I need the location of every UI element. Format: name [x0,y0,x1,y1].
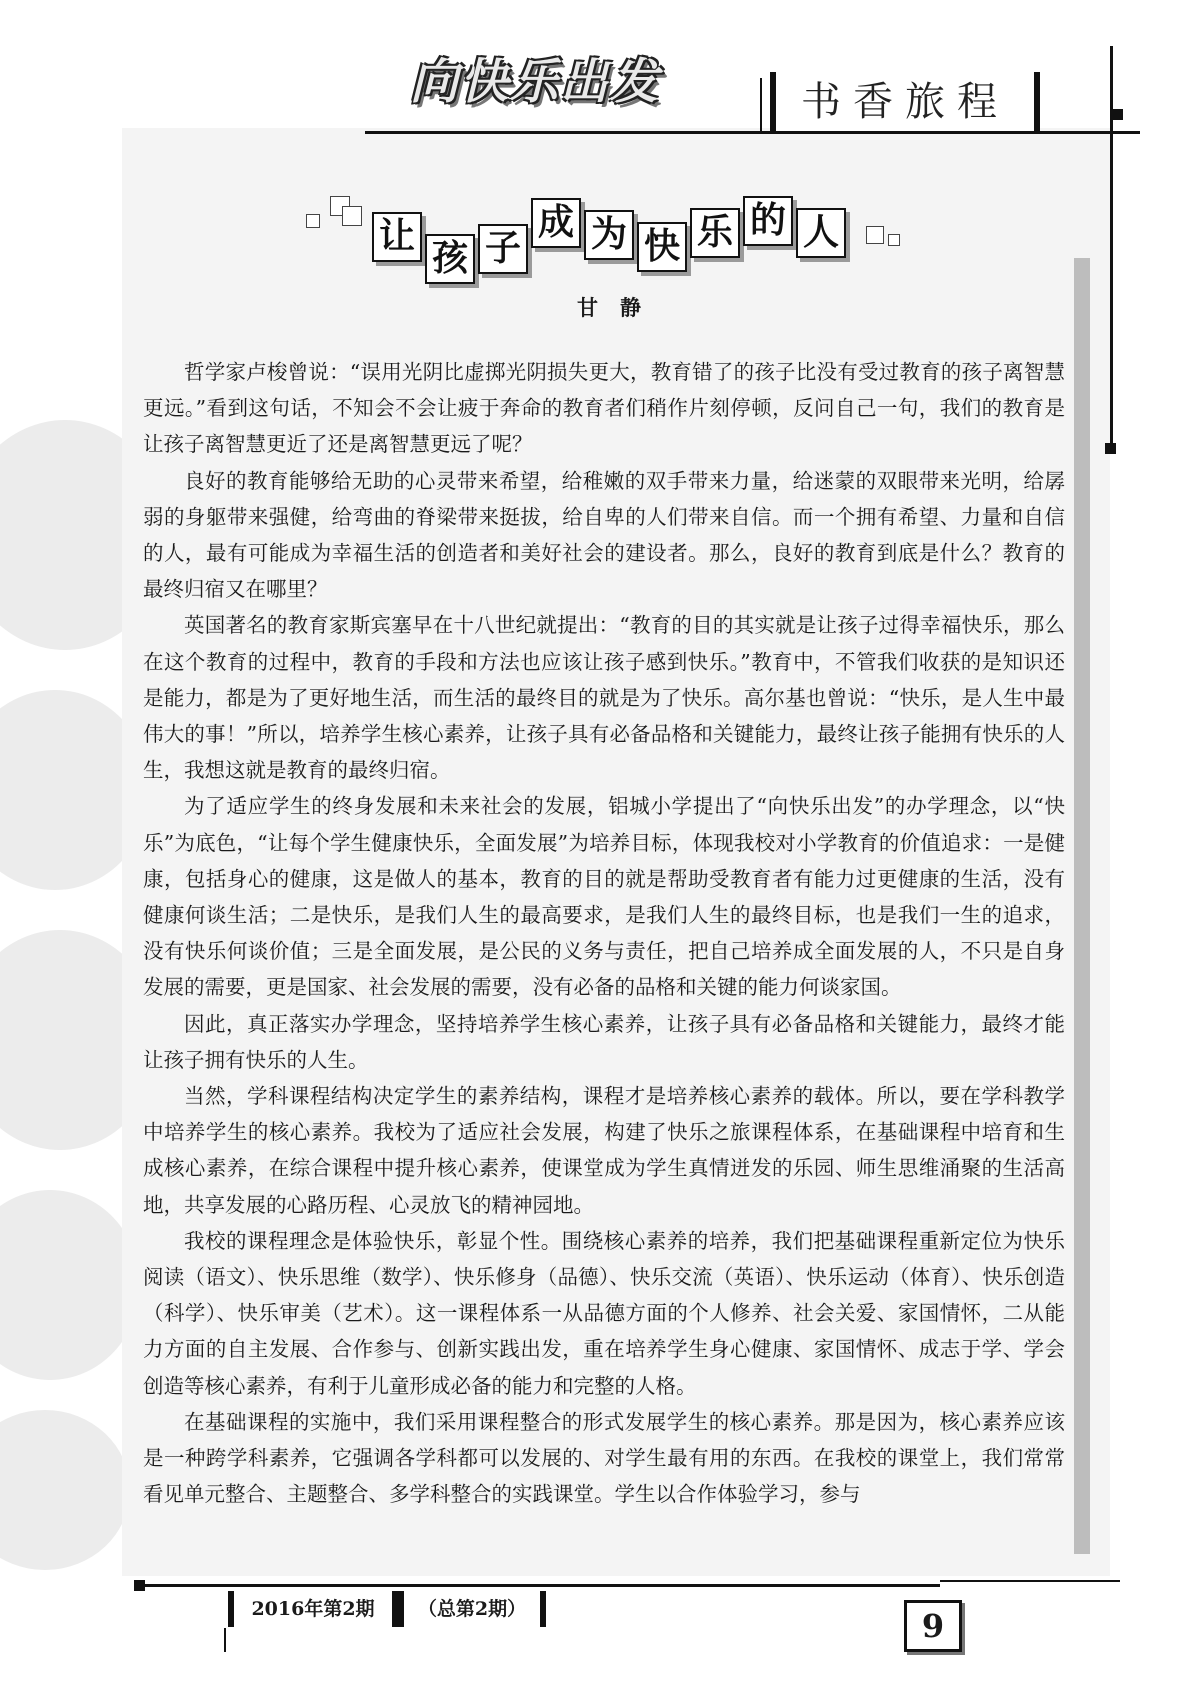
title-deco-square [888,234,900,246]
author-name: 甘静 [577,296,663,320]
title-deco-square [866,226,884,244]
paragraph: 良好的教育能够给无助的心灵带来希望，给稚嫩的双手带来力量，给迷蒙的双眼带来光明，给孱弱的身躯带来强健，给弯曲的脊梁带来挺拔，给自卑的人们带来自信。而一个拥有希望、力量和自信的人，最有可能成为幸福生活的创造者和美好社会的建设者。那么，良好的教育到底是什么？教育的最终归宿又在哪里？ [143,468,1065,602]
paragraph: 哲学家卢梭曾说：“误用光阴比虚掷光阴损失更大，教育错了的孩子比没有受过教育的孩子离智慧更远。”看到这句话，不知会不会让疲于奔命的教育者们稍作片刻停顿，反问自己一句，我们的教育是让孩子离智慧更近了还是离智慧更远了呢？ [143,360,1065,457]
header-divider [760,78,762,134]
footer-rule [140,1584,940,1587]
title-deco-square [306,214,320,228]
section-tag: 书香旅程 [770,72,1040,132]
corner-square-marker [1112,109,1123,120]
footer-rule [940,1580,1120,1582]
title-char: 快 [637,222,687,272]
paragraph: 英国著名的教育家斯宾塞早在十八世纪就提出：“教育的目的其实就是让孩子过得幸福快乐，那么在这个教育的过程中，教育的手段和方法也应该让孩子感到快乐。”教育中，不管我们收获的是知识还是能力，都是为了更好地生活，而生活的最终目的就是为了快乐。高尔基也曾说：“快乐，是人生中最伟大的事！”所以，培养学生核心素养，让孩子具有必备品格和关键能力，最终让孩子能拥有快乐的人生，我想这就是教育的最终归宿。 [143,613,1065,783]
title-char: 让 [372,212,422,262]
background-swirl [0,1190,140,1380]
title-char: 乐 [690,208,740,258]
column-logo: 向快乐出发 [410,54,661,110]
side-gray-bar [1074,258,1090,1554]
title-char: 人 [796,208,846,258]
header-rule [365,131,1140,134]
footer-tick [224,1628,226,1652]
margin-rule [1110,46,1113,454]
article-body [143,354,1065,1513]
paragraph: 在基础课程的实施中，我们采用课程整合的形式发展学生的核心素养。那是因为，核心素养应该是一种跨学科素养，它强调各学科都可以发展的、对学生最有用的东西。在我校的课堂上，我们常常看见单元整合、主题整合、多学科整合的实践课堂。学生以合作体验学习，参与 [143,1409,1065,1507]
title-deco-square [342,206,362,226]
title-char: 子 [478,224,528,274]
title-char: 成 [531,198,581,248]
corner-square-marker [1105,443,1116,454]
title-char: 的 [743,196,793,246]
title-char: 为 [584,210,634,260]
paragraph: 当然，学科课程结构决定学生的素养结构，课程才是培养核心素养的载体。所以，要在学科教学中培养学生的核心素养。我校为了适应社会发展，构建了快乐之旅课程体系，在基础课程中培育和生成核心素养，在综合课程中提升核心素养，使课堂成为学生真情迸发的乐园、师生思维涌聚的生活高地，共享发展的心路历程、心灵放飞的精神园地。 [143,1084,1065,1217]
paragraph: 因此，真正落实办学理念，坚持培养学生核心素养，让孩子具有必备品格和关键能力，最终才能让孩子拥有快乐的人生。 [143,1011,1065,1072]
title-char: 孩 [425,234,475,284]
page-number: 9 [904,1600,962,1652]
background-swirl [0,1410,130,1570]
paragraph: 我校的课程理念是体验快乐，彰显个性。围绕核心素养的培养，我们把基础课程重新定位为快乐阅读（语文）、快乐思维（数学）、快乐修身（品德）、快乐交流（英语）、快乐运动（体育）、快乐创造（科学）、快乐审美（艺术）。这一课程体系一从品德方面的个人修养、社会关爱、家国情怀，二从能力方面的自主发展、合作参与、创新实践出发，重在培养学生身心健康、家国情怀、成志于学、学会创造等核心素养，有利于儿童形成必备的能力和完整的人格。 [143,1228,1065,1398]
paragraph: 为了适应学生的终身发展和未来社会的发展，铝城小学提出了“向快乐出发”的办学理念，以“快乐”为底色，“让每个学生健康快乐，全面发展”为培养目标，体现我校对小学教育的价值追求：一是健康，包括身心的健康，这是做人的基本，教育的目的就是帮助受教育者有能力过更健康的生活，没有健康何谈生活；二是快乐，是我们人生的最高要求，是我们人生的最终目标，也是我们一生的追求，没有快乐何谈价值；三是全面发展，是公民的义务与责任，把自己培养成全面发展的人，不只是自身发展的需要，更是国家、社会发展的需要，没有必备的品格和关键的能力何谈家国。 [143,794,1065,1000]
total-issue-label: （总第2期） [398,1591,546,1627]
issue-label: 2016年第2期 [228,1591,398,1627]
